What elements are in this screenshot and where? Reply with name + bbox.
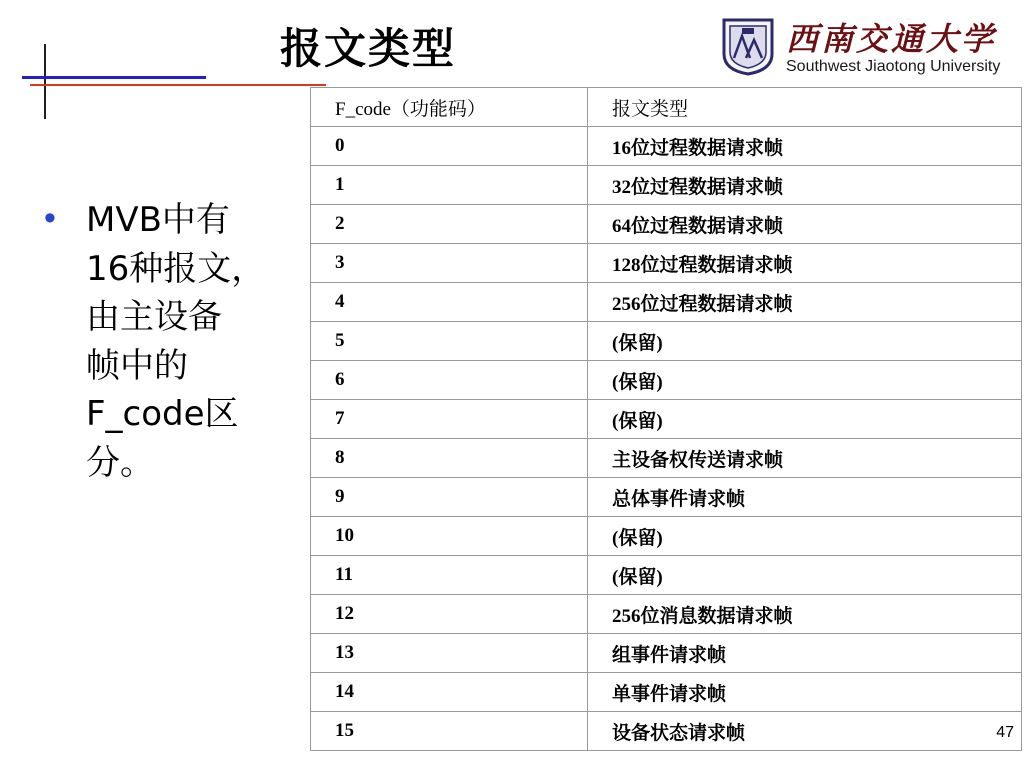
cell-message-type: 256位过程数据请求帧 (588, 283, 1022, 322)
cell-fcode: 4 (311, 283, 588, 322)
table-row (311, 634, 1022, 673)
fcode-table (310, 87, 1022, 751)
cell-fcode: 8 (311, 439, 588, 478)
cell-message-type: 总体事件请求帧 (588, 478, 1022, 517)
cell-fcode: 5 (311, 322, 588, 361)
table-row (311, 595, 1022, 634)
cell-fcode: 3 (311, 244, 588, 283)
cell-fcode: 12 (311, 595, 588, 634)
cell-message-type: 设备状态请求帧 (588, 712, 1022, 751)
cell-message-type: 256位消息数据请求帧 (588, 595, 1022, 634)
decorative-vertical-line (44, 44, 46, 119)
table-row (311, 673, 1022, 712)
decorative-red-line (30, 84, 326, 86)
header-fcode: F_code（功能码） (311, 88, 588, 127)
bullet-line: 由主设备 (86, 297, 222, 337)
table-row (311, 439, 1022, 478)
cell-message-type: 64位过程数据请求帧 (588, 205, 1022, 244)
cell-fcode: 9 (311, 478, 588, 517)
cell-message-type: (保留) (588, 517, 1022, 556)
table-row (311, 205, 1022, 244)
cell-message-type: 32位过程数据请求帧 (588, 166, 1022, 205)
header-message-type: 报文类型 (588, 88, 1022, 127)
cell-fcode: 1 (311, 166, 588, 205)
cell-fcode: 13 (311, 634, 588, 673)
university-logo (720, 14, 1005, 80)
university-name-en: Southwest Jiaotong University (786, 58, 1001, 75)
table-row (311, 166, 1022, 205)
cell-fcode: 11 (311, 556, 588, 595)
table-row (311, 712, 1022, 751)
table-row (311, 127, 1022, 166)
cell-message-type: 16位过程数据请求帧 (588, 127, 1022, 166)
bullet-line: 帧中的 (86, 345, 188, 386)
table-row (311, 517, 1022, 556)
cell-message-type: (保留) (588, 361, 1022, 400)
cell-fcode: 10 (311, 517, 588, 556)
cell-message-type: (保留) (588, 322, 1022, 361)
table-header-row (311, 88, 1022, 127)
cell-fcode: 7 (311, 400, 588, 439)
table-row (311, 400, 1022, 439)
cell-fcode: 15 (311, 712, 588, 751)
page-number: 47 (996, 724, 1014, 741)
table-row (311, 244, 1022, 283)
university-emblem-icon (720, 14, 776, 76)
cell-fcode: 14 (311, 673, 588, 712)
cell-message-type: 主设备权传送请求帧 (588, 439, 1022, 478)
bullet-line: 16种报文， (86, 248, 266, 289)
bullet-line: 分。 (86, 442, 154, 483)
bullet-line: MVB中有 (86, 200, 230, 240)
cell-fcode: 6 (311, 361, 588, 400)
cell-fcode: 0 (311, 127, 588, 166)
cell-fcode: 2 (311, 205, 588, 244)
table-row (311, 556, 1022, 595)
bullet-dot-icon: • (44, 199, 56, 237)
table-row (311, 361, 1022, 400)
bullet-text (86, 196, 291, 487)
cell-message-type: (保留) (588, 556, 1022, 595)
bullet-line: F_code区 (86, 394, 239, 434)
cell-message-type: 单事件请求帧 (588, 673, 1022, 712)
table-row (311, 478, 1022, 517)
university-name-cn: 西南交通大学 (786, 20, 997, 58)
cell-message-type: 组事件请求帧 (588, 634, 1022, 673)
table-row (311, 283, 1022, 322)
slide-title: 报文类型 (280, 24, 457, 73)
decorative-blue-line (22, 76, 206, 79)
cell-message-type: 128位过程数据请求帧 (588, 244, 1022, 283)
cell-message-type: (保留) (588, 400, 1022, 439)
table-row (311, 322, 1022, 361)
